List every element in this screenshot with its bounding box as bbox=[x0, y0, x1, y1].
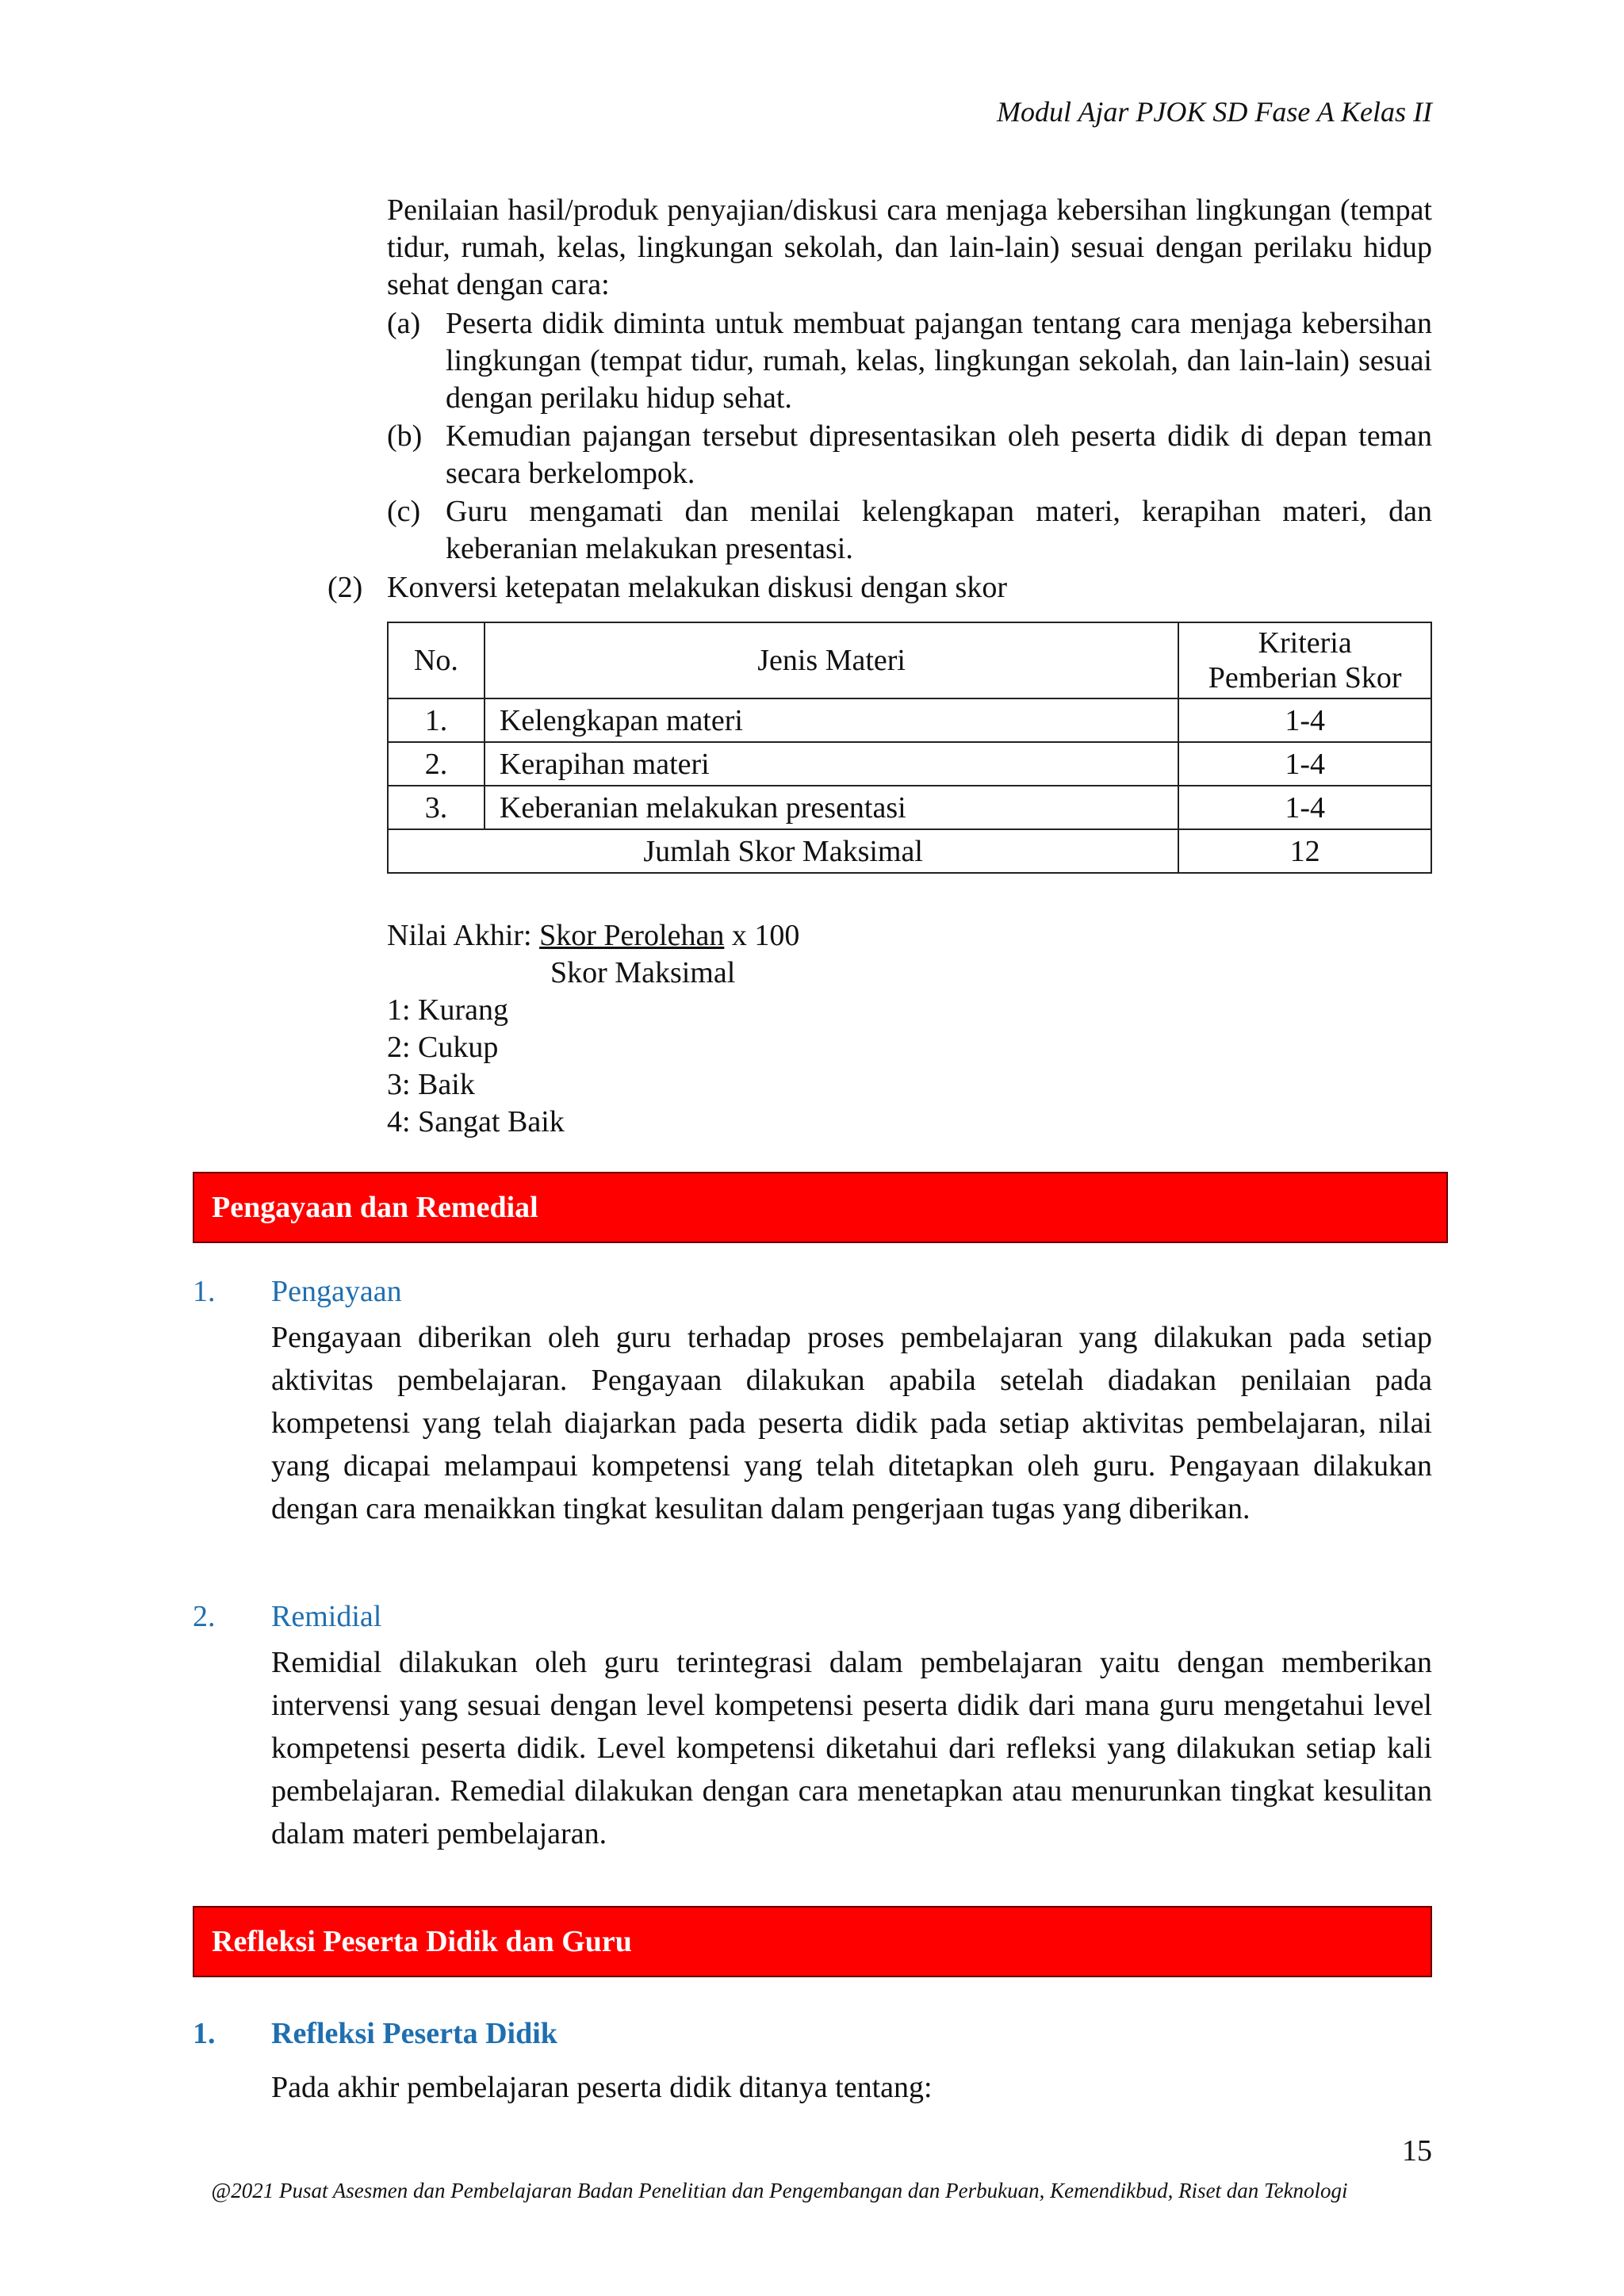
table-row bbox=[388, 698, 1431, 742]
footer-copyright: @2021 Pusat Asesmen dan Pembelajaran Badan Penelitian dan Pengembangan dan Perbukuan, Kemendikbud, Riset dan Teknologi bbox=[211, 2179, 1348, 2202]
score-table bbox=[387, 622, 1432, 874]
row-jenis: Keberanian melakukan presentasi bbox=[485, 786, 1178, 829]
row-skor: 1-4 bbox=[1178, 786, 1431, 829]
section-banner-refleksi bbox=[193, 1906, 1432, 1977]
section-title: Refleksi Peserta Didik dan Guru bbox=[212, 1924, 632, 1958]
row-no: 2. bbox=[388, 742, 485, 786]
header-no: No. bbox=[388, 622, 485, 698]
point-2-label: (2) bbox=[327, 571, 363, 604]
refleksi-text: Pada akhir pembelajaran peserta didik ditanya tentang: bbox=[271, 2071, 933, 2104]
remidial-heading: Remidial bbox=[271, 1600, 382, 1633]
point-2 bbox=[327, 569, 1432, 607]
header-jenis-materi: Jenis Materi bbox=[485, 622, 1178, 698]
nilai-multiplier: x 100 bbox=[724, 919, 800, 952]
item-number: 1. bbox=[193, 1275, 216, 1308]
row-skor: 1-4 bbox=[1178, 698, 1431, 742]
step-b-text: Kemudian pajangan tersebut dipresentasikan oleh peserta didik di depan teman secara berkelompok. bbox=[446, 419, 1432, 490]
section-title: Pengayaan dan Remedial bbox=[212, 1190, 538, 1224]
table-row bbox=[388, 742, 1431, 786]
nilai-prefix: Nilai Akhir: bbox=[387, 919, 540, 952]
total-label: Jumlah Skor Maksimal bbox=[388, 829, 1178, 873]
refleksi-heading: Refleksi Peserta Didik bbox=[271, 2017, 557, 2050]
row-jenis: Kelengkapan materi bbox=[485, 698, 1178, 742]
step-c bbox=[387, 493, 1432, 568]
step-a-label: (a) bbox=[387, 307, 421, 340]
table-header-row bbox=[388, 622, 1431, 698]
table-total-row bbox=[388, 829, 1431, 873]
nilai-numerator: Skor Perolehan bbox=[539, 919, 725, 952]
running-header: Modul Ajar PJOK SD Fase A Kelas II bbox=[997, 96, 1432, 128]
scale-item: 2: Cukup bbox=[387, 1031, 499, 1064]
step-b-label: (b) bbox=[387, 419, 423, 453]
row-no: 3. bbox=[388, 786, 485, 829]
step-c-label: (c) bbox=[387, 495, 421, 528]
pengayaan-heading: Pengayaan bbox=[271, 1275, 402, 1308]
intro-paragraph: Penilaian hasil/produk penyajian/diskusi cara menjaga kebersihan lingkungan (tempat tidur, rumah, kelas, lingkungan sekolah, dan lain-lain) sesuai dengan perilaku hidup sehat dengan cara: bbox=[387, 193, 1432, 301]
nilai-denominator: Skor Maksimal bbox=[550, 956, 736, 989]
total-value: 12 bbox=[1178, 829, 1431, 873]
page-number: 15 bbox=[1402, 2134, 1432, 2168]
pengayaan-text: Pengayaan diberikan oleh guru terhadap proses pembelajaran yang dilakukan pada setiap aktivitas pembelajaran. Pengayaan dilakukan apabila setelah diadakan penilaian pada kompetensi yang telah diajarkan pada peserta didik pada setiap aktivitas pembelajaran, nilai yang dicapai melampaui kompetensi yang telah ditetapkan oleh guru. Pengayaan dilakukan dengan cara menaikkan tingkat kesulitan dalam pengerjaan tugas yang diberikan. bbox=[271, 1321, 1432, 1525]
row-no: 1. bbox=[388, 698, 485, 742]
table-row bbox=[388, 786, 1431, 829]
step-a bbox=[387, 305, 1432, 416]
section-banner-pengayaan bbox=[193, 1172, 1448, 1243]
header-kriteria: Kriteria Pemberian Skor bbox=[1178, 622, 1431, 698]
step-c-text: Guru mengamati dan menilai kelengkapan materi, kerapihan materi, dan keberanian melakukan presentasi. bbox=[446, 495, 1432, 565]
scale-item: 1: Kurang bbox=[387, 993, 509, 1027]
nilai-akhir-formula bbox=[387, 917, 799, 955]
step-b bbox=[387, 418, 1432, 492]
remidial-text: Remidial dilakukan oleh guru terintegrasi dalam pembelajaran yaitu dengan memberikan intervensi yang sesuai dengan level kompetensi peserta didik dari mana guru mengetahui level kompetensi peserta didik. Level kompetensi diketahui dari refleksi yang dilakukan setiap kali pembelajaran. Remedial dilakukan dengan cara menetapkan atau menurunkan tingkat kesulitan dalam materi pembelajaran. bbox=[271, 1646, 1432, 1850]
row-jenis: Kerapihan materi bbox=[485, 742, 1178, 786]
item-number: 1. bbox=[193, 2017, 216, 2050]
item-number: 2. bbox=[193, 1600, 216, 1633]
row-skor: 1-4 bbox=[1178, 742, 1431, 786]
step-a-text: Peserta didik diminta untuk membuat pajangan tentang cara menjaga kebersihan lingkungan (tempat tidur, rumah, kelas, lingkungan sekolah, dan lain-lain) sesuai dengan perilaku hidup sehat. bbox=[446, 307, 1432, 415]
scale-item: 3: Baik bbox=[387, 1068, 475, 1101]
scale-item: 4: Sangat Baik bbox=[387, 1105, 565, 1138]
point-2-text: Konversi ketepatan melakukan diskusi dengan skor bbox=[387, 571, 1007, 604]
